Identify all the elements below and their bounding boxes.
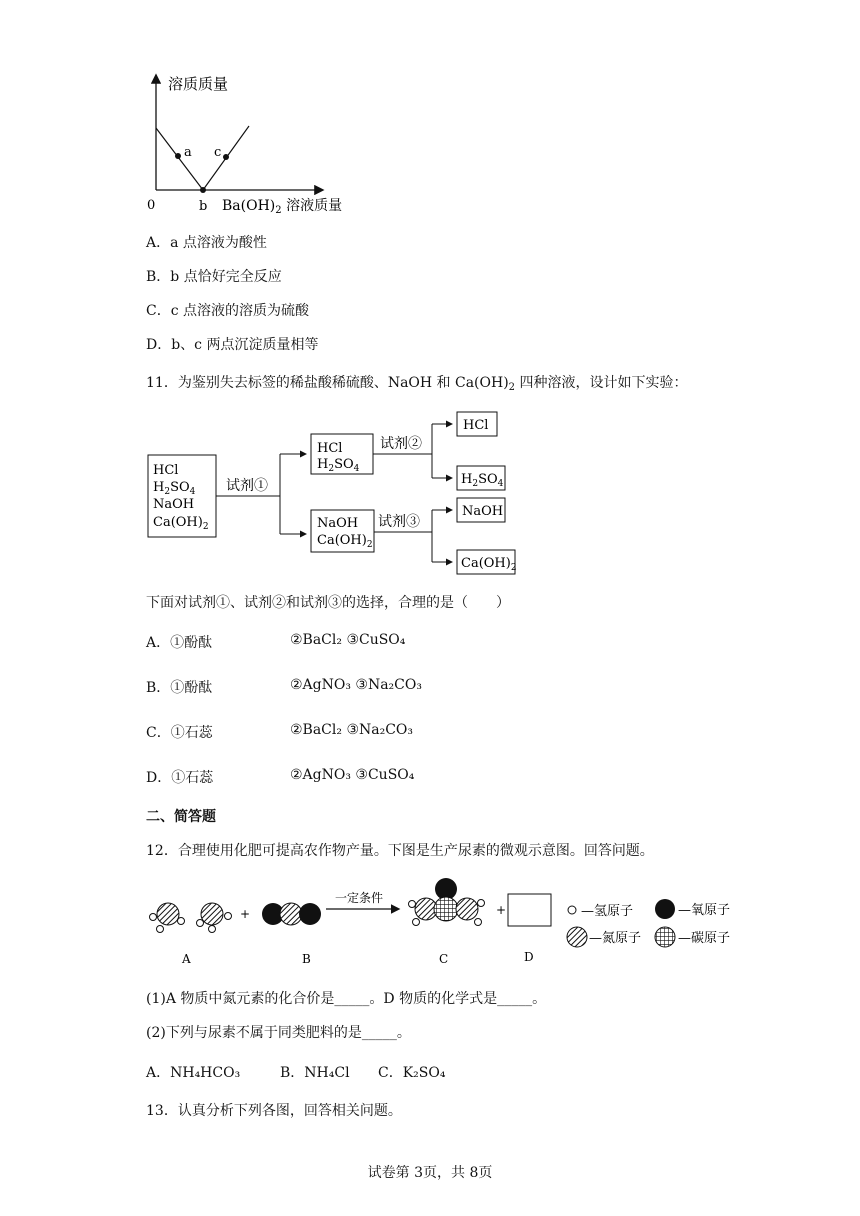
q12-option-c: C．K₂SO₄ (378, 1065, 446, 1081)
start-hcl: HCl (153, 463, 179, 478)
acid-hcl: HCl (317, 441, 343, 456)
legend-carbon-icon (655, 927, 675, 947)
q10-option-c: C．c 点溶液的溶质为硫酸 (146, 303, 310, 319)
q13-stem: 13．认真分析下列各图，回答相关问题。 (146, 1103, 402, 1119)
q11-flowchart (140, 402, 540, 580)
reagent-3-label: 试剂③ (378, 514, 420, 530)
reagent-2-label: 试剂② (380, 436, 422, 452)
legend-hydrogen-icon (568, 906, 576, 914)
x-axis-label: $Ba(OH)_2$ 溶液质量 (222, 198, 343, 216)
q10-option-a: A．a 点溶液为酸性 (146, 235, 267, 251)
plus-2: + (496, 903, 507, 917)
label-b: B (302, 952, 311, 966)
q11-option-c-left: C．①石蕊 (146, 725, 213, 741)
q12-stem: 12．合理使用化肥可提高农作物产量。下图是生产尿素的微观示意图。回答问题。 (146, 843, 654, 859)
point-c-marker (223, 154, 229, 160)
point-b-marker (200, 187, 206, 193)
q12-option-b: B．NH₄Cl (280, 1065, 350, 1081)
molecule-d-box (508, 894, 551, 926)
point-b-label: b (199, 199, 208, 214)
start-caoh2: $Ca(OH)_2$ (153, 515, 209, 532)
molecule-c (409, 878, 485, 926)
urea-reaction-diagram (140, 872, 760, 972)
solute-mass-graph (140, 70, 350, 220)
q11-option-b-right: ②AgNO₃ ③Na₂CO₃ (290, 677, 422, 693)
q11-option-d-right: ②AgNO₃ ③CuSO₄ (290, 767, 415, 783)
page-footer: 试卷第 3页，共 8页 (367, 1165, 493, 1181)
legend-carbon: —碳原子 (678, 931, 731, 946)
graph-curve (156, 126, 249, 190)
legend-nitrogen: —氮原子 (589, 931, 642, 946)
q11-option-a-right: ②BaCl₂ ③CuSO₄ (290, 632, 406, 648)
start-h2so4: $H_2SO_4$ (153, 480, 196, 497)
label-c: C (439, 952, 449, 966)
q11-option-d-left: D．①石蕊 (146, 770, 214, 786)
q11-option-b-left: B．①酚酞 (146, 680, 213, 696)
out-naoh: NaOH (462, 504, 504, 519)
out-hcl: HCl (463, 418, 489, 433)
base-naoh: NaOH (317, 516, 359, 531)
legend-oxygen-icon (655, 899, 675, 919)
out-caoh2: $Ca(OH)_2$ (461, 556, 517, 573)
q11-option-c-right: ②BaCl₂ ③Na₂CO₃ (290, 722, 413, 738)
q11-stem: 11．为鉴别失去标签的稀盐酸稀硫酸、NaOH 和 $Ca(OH)_2$ 四种溶液，设计如下实验： (146, 375, 688, 393)
legend-nitrogen-icon (567, 927, 587, 947)
acid-h2so4: $H_2SO_4$ (317, 457, 360, 474)
origin-label: 0 (147, 198, 156, 213)
point-a-label: a (184, 145, 192, 160)
condition-label: 一定条件 (335, 891, 384, 905)
legend-oxygen: —氧原子 (678, 903, 731, 918)
base-caoh2: $Ca(OH)_2$ (317, 533, 373, 550)
q10-option-d: D．b、c 两点沉淀质量相等 (146, 337, 319, 353)
start-naoh: NaOH (153, 497, 195, 512)
q12-option-a: A．NH₄HCO₃ (146, 1065, 241, 1081)
q12-sub1: (1)A 物质中氮元素的化合价是_____。D 物质的化学式是_____。 (146, 991, 547, 1007)
q10-option-b: B．b 点恰好完全反应 (146, 269, 282, 285)
point-a-marker (175, 153, 181, 159)
reagent-1-label: 试剂① (226, 478, 268, 494)
molecule-b (262, 903, 321, 925)
point-c-label: c (214, 145, 222, 160)
q11-question: 下面对试剂①、试剂②和试剂③的选择，合理的是（ ） (146, 595, 510, 611)
y-axis-label: 溶质质量 (168, 75, 229, 93)
label-d: D (524, 950, 534, 964)
label-a: A (182, 952, 191, 966)
molecule-a-2 (197, 903, 232, 933)
q11-option-a-left: A．①酚酞 (146, 635, 213, 651)
plus-1: + (240, 907, 251, 921)
q12-sub2: (2)下列与尿素不属于同类肥料的是_____。 (146, 1025, 411, 1041)
out-h2so4: $H_2SO_4$ (461, 472, 504, 489)
molecule-a-1 (150, 903, 185, 933)
section-heading: 二、简答题 (146, 809, 216, 825)
legend-hydrogen: —氢原子 (581, 904, 634, 919)
